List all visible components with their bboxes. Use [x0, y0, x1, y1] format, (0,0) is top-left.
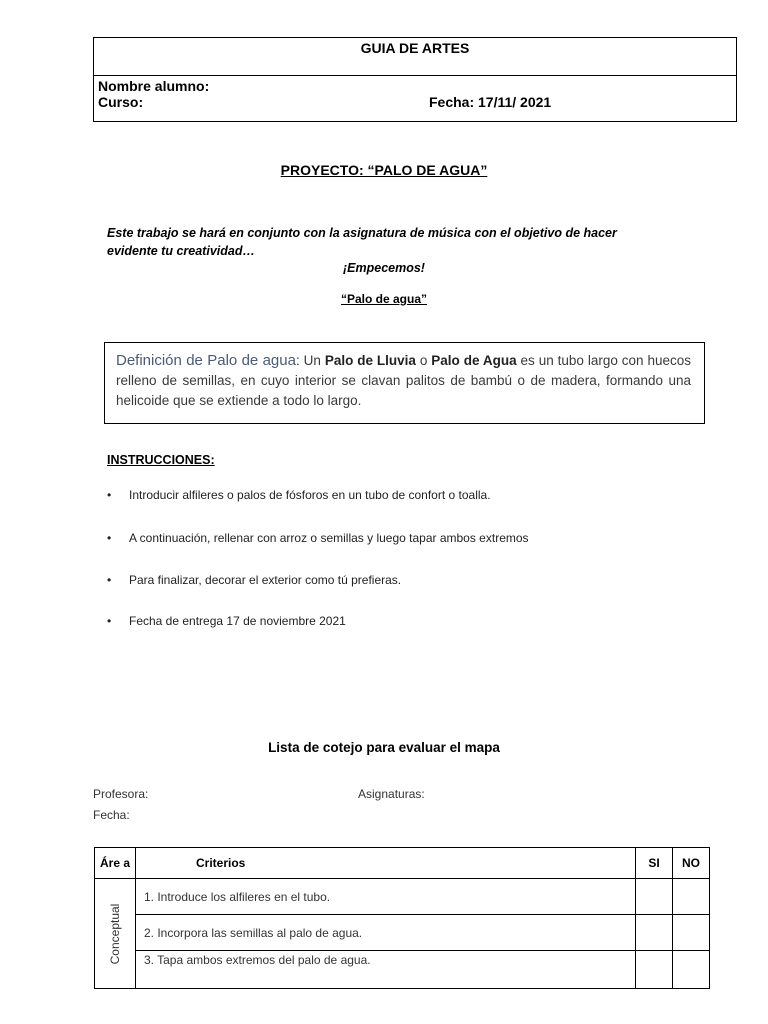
checklist-fecha-label: Fecha:	[93, 808, 130, 822]
no-checkbox-cell[interactable]	[673, 879, 710, 915]
student-info	[98, 78, 209, 110]
si-checkbox-cell[interactable]	[636, 951, 673, 989]
definition-connector: o	[415, 353, 432, 368]
area-cell	[95, 879, 136, 989]
criterion-cell: 2. Incorpora las semillas al palo de agua.	[136, 915, 636, 951]
profesora-label: Profesora:	[93, 787, 149, 801]
definition-term-2: Palo de Agua	[431, 353, 517, 368]
column-header-area: Áre a	[95, 848, 136, 879]
project-subtitle: “Palo de agua”	[340, 292, 428, 306]
fecha-label: Fecha: 17/11/ 2021	[429, 94, 552, 110]
no-checkbox-cell[interactable]	[673, 915, 710, 951]
nombre-label: Nombre alumno:	[98, 78, 210, 94]
checklist-title: Lista de cotejo para evaluar el mapa	[268, 740, 500, 755]
table-header-row	[95, 848, 710, 879]
list-item-text: A continuación, rellenar con arroz o semillas y luego tapar ambos extremos	[129, 531, 529, 545]
criterion-cell: 1. Introduce los alfileres en el tubo.	[136, 879, 636, 915]
list-item-text: Fecha de entrega 17 de noviembre 2021	[129, 614, 346, 628]
no-checkbox-cell[interactable]	[673, 951, 710, 989]
table-row	[95, 915, 710, 951]
definition-box	[104, 342, 705, 424]
bullet-icon: •	[107, 488, 112, 502]
criterion-cell: 3. Tapa ambos extremos del palo de agua.	[136, 951, 636, 989]
list-item-text: Introducir alfileres o palos de fósforos en un tubo de confort o toalla.	[129, 488, 491, 502]
list-item	[107, 614, 346, 628]
intro-text: Este trabajo se hará en conjunto con la asignatura de música con el objetivo de hacer evidente tu creatividad…	[107, 226, 617, 258]
area-label: Conceptual	[108, 903, 122, 964]
curso-label: Curso:	[98, 94, 144, 110]
table-row	[95, 879, 710, 915]
list-item	[107, 531, 529, 545]
asignaturas-label: Asignaturas:	[358, 787, 425, 801]
bullet-icon: •	[107, 614, 112, 628]
column-header-criterios: Criterios	[136, 848, 636, 879]
column-header-si: SI	[636, 848, 673, 879]
definition-colon: : Un	[295, 353, 325, 368]
project-title: PROYECTO: “PALO DE AGUA”	[280, 162, 488, 178]
si-checkbox-cell[interactable]	[636, 879, 673, 915]
guide-title: GUIA DE ARTES	[94, 38, 736, 76]
bullet-icon: •	[107, 573, 112, 587]
definition-term-1: Palo de Lluvia	[324, 353, 416, 368]
definition-text: es un tubo largo con huecos relleno de semillas, en cuyo interior se clavan palitos de bambú o de madera, formando una helicoide que se extiende a todo lo largo.	[116, 353, 691, 408]
si-checkbox-cell[interactable]	[636, 915, 673, 951]
list-item	[107, 573, 401, 587]
instructions-title: INSTRUCCIONES:	[107, 453, 215, 467]
empecemos-text: ¡Empecemos!	[343, 261, 425, 275]
definition-label: Definición de Palo de agua	[116, 352, 296, 369]
column-header-no: NO	[673, 848, 710, 879]
table-row	[95, 951, 710, 989]
list-item-text: Para finalizar, decorar el exterior como tú prefieras.	[129, 573, 402, 587]
list-item	[107, 488, 491, 502]
header-box	[93, 37, 737, 122]
bullet-icon: •	[107, 531, 112, 545]
checklist-table	[94, 847, 710, 989]
